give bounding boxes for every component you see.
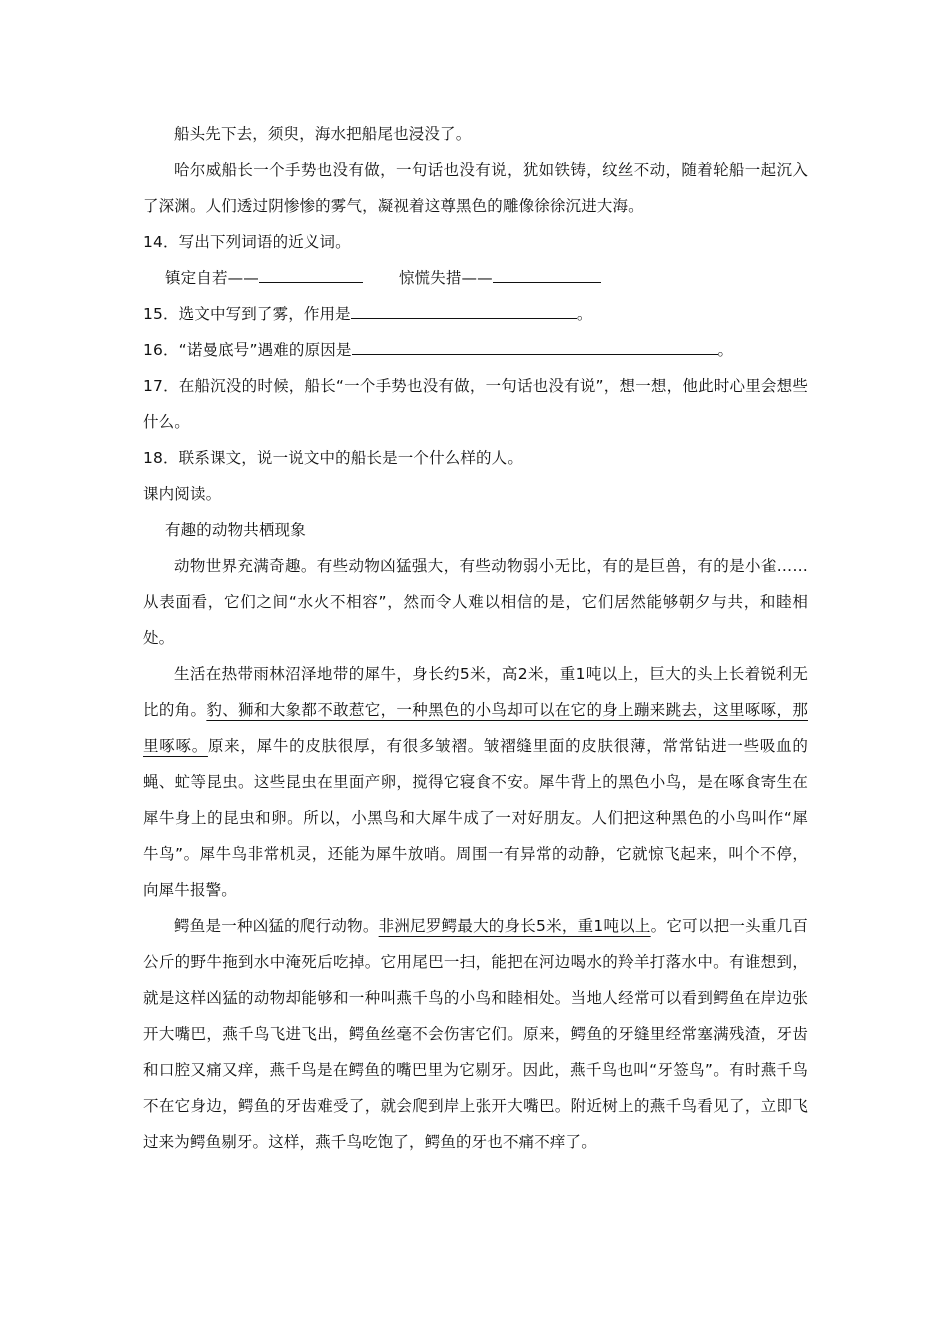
q15-prompt: 15．选文中写到了雾，作用是 xyxy=(143,305,351,323)
page-content xyxy=(143,116,808,1160)
q14-blank-2[interactable] xyxy=(493,264,601,283)
passage2-paragraph-3 xyxy=(143,908,808,1160)
p3-text-b: 。它可以把一头重几百公斤的野牛拖到水中淹死后吃掉。它用尾巴一扫，能把在河边喝水的羚羊打落水中。有谁想到，就是这样凶猛的动物却能够和一种叫燕千鸟的小鸟和睦相处。当地人经常可以看到鳄鱼在岸边张开大嘴巴，燕千鸟飞进飞出，鳄鱼丝毫不会伤害它们。原来，鳄鱼的牙缝里经常塞满残渣，牙齿和口腔又痛又痒，燕千鸟是在鳄鱼的嘴巴里为它剔牙。因此，燕千鸟也叫“牙签鸟”。有时燕千鸟不在它身边，鳄鱼的牙齿难受了，就会爬到岸上张开大嘴巴。附近树上的燕千鸟看见了，立即飞过来为鳄鱼剔牙。这样，燕千鸟吃饱了，鳄鱼的牙也不痛不痒了。 xyxy=(143,917,808,1151)
passage2-paragraph-1: 动物世界充满奇趣。有些动物凶猛强大，有些动物弱小无比，有的是巨兽，有的是小雀……从表面看，它们之间“水火不相容”，然而令人难以相信的是，它们居然能够朝夕与共，和睦相处。 xyxy=(143,557,808,647)
passage1-paragraph-2: 哈尔威船长一个手势也没有做，一句话也没有说，犹如铁铸，纹丝不动，随着轮船一起沉入了深渊。人们透过阴惨惨的雾气，凝视着这尊黑色的雕像徐徐沉进大海。 xyxy=(143,161,808,215)
p2-text-b: 原来，犀牛的皮肤很厚，有很多皱褶。皱褶缝里面的皮肤很薄，常常钻进一些吸血的蝇、虻等昆虫。这些昆虫在里面产卵，搅得它寝食不安。犀牛背上的黑色小鸟，是在啄食寄生在犀牛身上的昆虫和卵。所以，小黑鸟和大犀牛成了一对好朋友。人们把这种黑色的小鸟叫作“犀牛鸟”。犀牛鸟非常机灵，还能为犀牛放哨。周围一有异常的动静，它就惊飞起来，叫个不停，向犀牛报警。 xyxy=(143,737,808,899)
q14-word-2: 惊慌失措—— xyxy=(398,269,493,287)
p3-text-a: 鳄鱼是一种凶猛的爬行动物。 xyxy=(174,917,379,935)
question-14-answers xyxy=(143,260,808,296)
question-14: 14．写出下列词语的近义词。 xyxy=(143,233,351,251)
p2-text-a: 生活在热带雨林沼泽地带的犀牛，身长约5米，高2米，重1吨以上，巨大的头上长着锐利无比的角。 xyxy=(143,665,808,719)
passage1-paragraph-1: 船头先下去，须臾，海水把船尾也浸没了。 xyxy=(174,125,472,143)
q16-prompt: 16．“诺曼底号”遇难的原因是 xyxy=(143,341,352,359)
p3-underlined-sentence: 非洲尼罗鳄最大的身长5米，重1吨以上 xyxy=(378,917,651,935)
q15-blank[interactable] xyxy=(351,300,577,319)
passage2-paragraph-2 xyxy=(143,656,808,908)
question-17: 17．在船沉没的时候，船长“一个手势也没有做，一句话也没有说”，想一想，他此时心里会想些什么。 xyxy=(143,377,808,431)
q16-end: 。 xyxy=(717,341,734,359)
p2-underlined-sentence: 豹、狮和大象都不敢惹它，一种黑色的小鸟却可以在它的身上蹦来跳去，这里啄啄，那里啄啄。 xyxy=(143,701,808,755)
q14-blank-1[interactable] xyxy=(259,264,363,283)
section-label: 课内阅读。 xyxy=(143,485,222,503)
question-18: 18．联系课文，说一说文中的船长是一个什么样的人。 xyxy=(143,449,523,467)
question-15 xyxy=(143,296,808,332)
question-16 xyxy=(143,332,808,368)
passage2-title: 有趣的动物共栖现象 xyxy=(165,521,306,539)
q15-end: 。 xyxy=(576,305,593,323)
q16-blank[interactable] xyxy=(352,336,718,355)
q14-word-1: 镇定自若—— xyxy=(165,269,259,287)
